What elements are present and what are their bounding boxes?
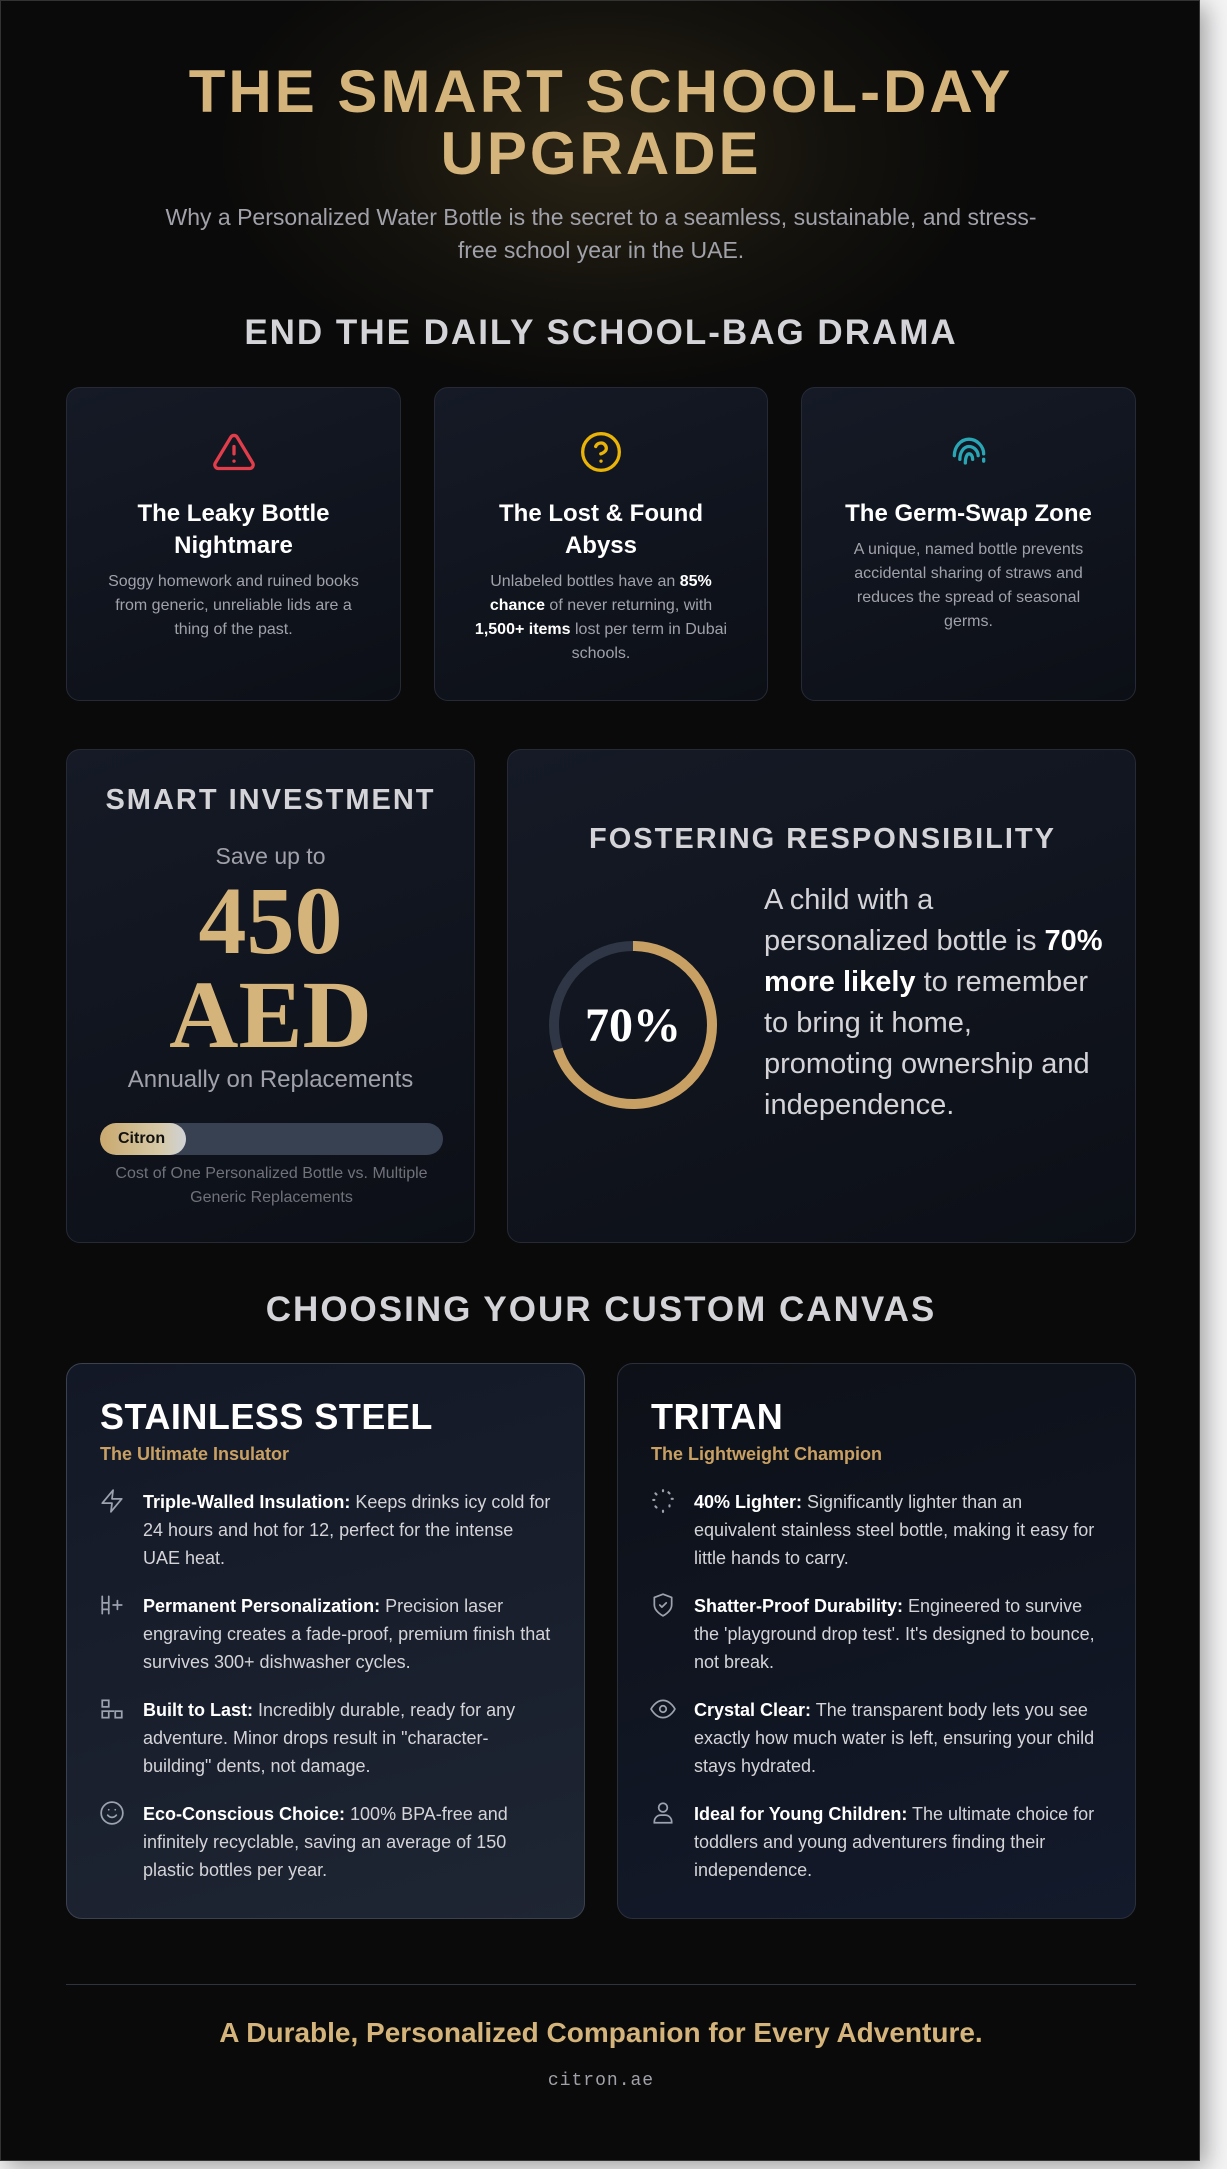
problem-title: The Lost & Found Abyss (499, 500, 703, 559)
investment-heading: SMART INVESTMENT (105, 784, 436, 816)
fingerprint-icon (947, 430, 991, 474)
cost-comparison-bar (100, 1123, 443, 1155)
cost-bar-label: Citron (118, 1130, 166, 1147)
responsibility-card (507, 749, 1136, 1243)
shield-check-icon (650, 1592, 676, 1618)
save-up-label: Save up to (215, 843, 326, 869)
feature-item: Crystal Clear: The transparent body lets you see exactly how much water is left, ensuring your child stays hydrated. (650, 1696, 1105, 1780)
page-title: THE SMART SCHOOL-DAY UPGRADE (188, 58, 1014, 187)
problem-card-lost (434, 387, 768, 701)
problem-title: The Germ-Swap Zone (845, 500, 1092, 527)
cost-bar-caption: Cost of One Personalized Bottle vs. Multiple Generic Replacements (115, 1165, 428, 1206)
material-tagline: The Ultimate Insulator (100, 1444, 290, 1464)
footer-tagline: A Durable, Personalized Companion for Every Adventure. (219, 2017, 983, 2048)
progress-ring-value: 70% (585, 998, 681, 1052)
problem-card-leaky (66, 387, 401, 701)
problem-card-germ (801, 387, 1136, 701)
smiley-icon (99, 1800, 125, 1826)
material-tagline: The Lightweight Champion (651, 1444, 882, 1464)
problem-title: The Leaky Bottle Nightmare (137, 500, 330, 559)
canvas-heading: CHOOSING YOUR CUSTOM CANVAS (265, 1290, 937, 1329)
material-name: STAINLESS STEEL (100, 1396, 433, 1437)
drama-heading: END THE DAILY SCHOOL-BAG DRAMA (244, 313, 958, 352)
savings-amount: 450 (198, 867, 343, 974)
page-subtitle: Why a Personalized Water Bottle is the secret to a seamless, sustainable, and stress-free school year in the UAE. (165, 204, 1037, 263)
feather-dots-icon (650, 1488, 676, 1514)
lightning-icon (99, 1488, 125, 1514)
material-card-tritan (617, 1363, 1136, 1919)
feature-item: 40% Lighter: Significantly lighter than an equivalent stainless steel bottle, making it easy for little hands to carry. (650, 1488, 1105, 1572)
cost-bar-fill (100, 1123, 186, 1155)
savings-currency: AED (169, 961, 372, 1068)
question-circle-icon (579, 430, 623, 474)
user-icon (650, 1800, 676, 1826)
feature-item: Permanent Personalization: Precision laser engraving creates a fade-proof, premium finish that survives 300+ dishwasher cycles. (99, 1592, 554, 1676)
warning-triangle-icon (212, 430, 256, 474)
problem-text: Unlabeled bottles have an 85% chance of never returning, with 1,500+ items lost per term in Dubai schools. (474, 573, 728, 662)
progress-ring (548, 940, 718, 1110)
feature-item: Ideal for Young Children: The ultimate choice for toddlers and young adventurers finding their independence. (650, 1800, 1105, 1884)
investment-card (66, 749, 475, 1243)
eye-icon (650, 1696, 676, 1722)
responsibility-text: A child with a personalized bottle is 70% more likely to remember to bring it home, promoting ownership and independence. (764, 884, 1103, 1121)
problem-text: Soggy homework and ruined books from generic, unreliable lids are a thing of the past. (108, 573, 359, 638)
footer-url[interactable]: citron.ae (547, 2071, 655, 2091)
shapes-icon (99, 1696, 125, 1722)
material-name: TRITAN (651, 1396, 784, 1437)
feature-item: Shatter-Proof Durability: Engineered to survive the 'playground drop test'. It's designed to bounce, not break. (650, 1592, 1105, 1676)
feature-item: Built to Last: Incredibly durable, ready for any adventure. Minor drops result in "character-building" dents, not damage. (99, 1696, 554, 1780)
annual-label: Annually on Replacements (127, 1066, 414, 1093)
engrave-icon (99, 1592, 125, 1618)
problem-text: A unique, named bottle prevents accidental sharing of straws and reduces the spread of seasonal germs. (853, 541, 1084, 630)
material-card-stainless (66, 1363, 585, 1919)
feature-item: Eco-Conscious Choice: 100% BPA-free and infinitely recyclable, saving an average of 150 plastic bottles per year. (99, 1800, 554, 1884)
feature-item: Triple-Walled Insulation: Keeps drinks icy cold for 24 hours and hot for 12, perfect for the intense UAE heat. (99, 1488, 554, 1572)
responsibility-heading: FOSTERING RESPONSIBILITY (589, 823, 1056, 855)
footer-divider (66, 1984, 1136, 1985)
